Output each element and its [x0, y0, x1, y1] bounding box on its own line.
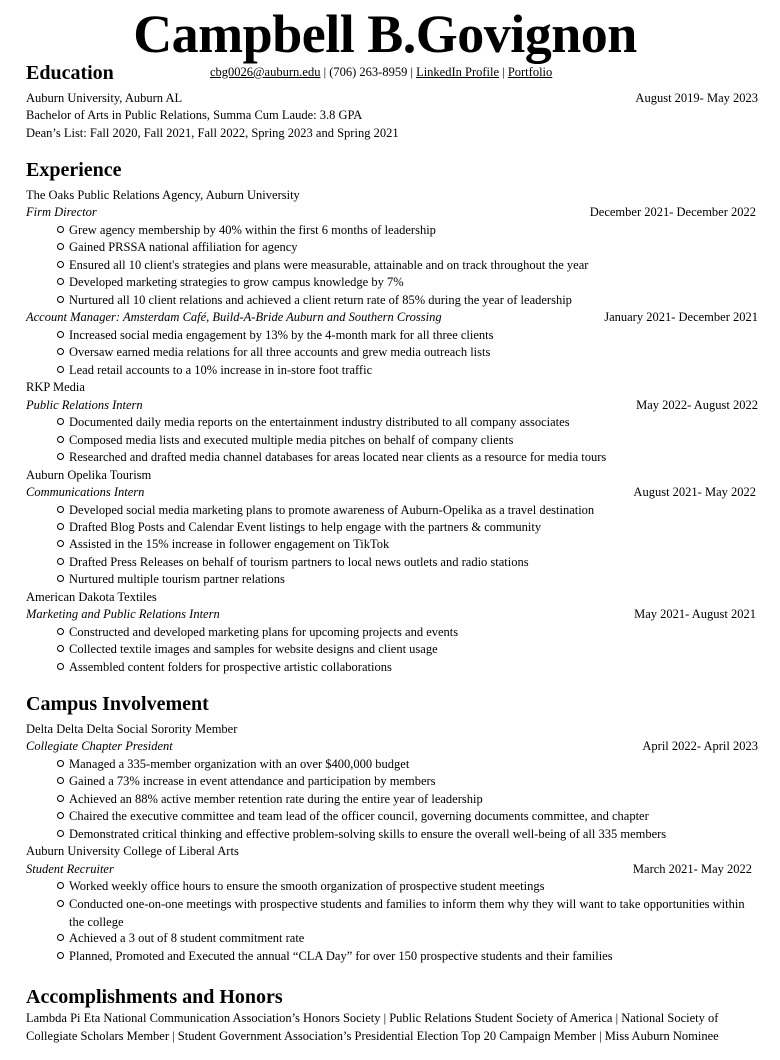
honors-text: Lambda Pi Eta National Communication Association’s Honors Society | Public Relations Student Society of America | National Society of Collegiate Scholars Member | Student Government Association’s Presidential Election Top 20 Campaign Member | Miss Auburn Nominee: [26, 1011, 719, 1043]
org-name: Auburn University College of Liberal Arts: [26, 844, 239, 858]
deans-list: Dean’s List: Fall 2020, Fall 2021, Fall 2022, Spring 2023 and Spring 2021: [26, 126, 399, 140]
role-dates: May 2021- August 2021: [634, 607, 756, 621]
role-title: Firm Director: [26, 205, 97, 219]
role-title: Account Manager: Amsterdam Café, Build-A-Bride Auburn and Southern Crossing: [26, 310, 442, 324]
list-item: Lead retail accounts to a 10% increase in in-store foot traffic: [69, 363, 373, 377]
degree: Bachelor of Arts in Public Relations, Summa Cum Laude: 3.8 GPA: [26, 108, 363, 122]
section-heading-experience: Experience: [26, 159, 122, 181]
list-item: Gained a 73% increase in event attendance and participation by members: [69, 774, 436, 788]
role-title: Student Recruiter: [26, 862, 114, 876]
email-link[interactable]: cbg0026@auburn.edu: [210, 65, 321, 79]
list-item: Researched and drafted media channel databases for areas located near clients as a resource for media tours: [69, 450, 607, 464]
linkedin-link[interactable]: LinkedIn Profile: [416, 65, 500, 79]
list-item: Drafted Blog Posts and Calendar Event listings to help engage with the partners & community: [69, 520, 542, 534]
role-dates: March 2021- May 2022: [632, 862, 752, 876]
list-item: Nurtured all 10 client relations and achieved a client return rate of 85% during the year of leadership: [69, 293, 572, 307]
list-item: Worked weekly office hours to ensure the smooth organization of prospective student meetings: [69, 879, 545, 893]
list-item: Assembled content folders for prospective artistic collaborations: [69, 660, 392, 674]
list-item: Achieved a 3 out of 8 student commitment rate: [69, 931, 305, 945]
role-dates: May 2022- August 2022: [636, 398, 758, 412]
list-item: Developed marketing strategies to grow campus knowledge by 7%: [69, 275, 404, 289]
portfolio-link[interactable]: Portfolio: [507, 65, 553, 79]
list-item: Assisted in the 15% increase in follower engagement on TikTok: [69, 537, 390, 551]
list-item: Achieved an 88% active member retention rate during the entire year of leadership: [69, 792, 483, 806]
list-item: Planned, Promoted and Executed the annual “CLA Day” for over 150 prospective students and their families: [69, 949, 613, 963]
list-item: Drafted Press Releases on behalf of tourism partners to local news outlets and radio stations: [69, 555, 529, 569]
role-title: Public Relations Intern: [26, 398, 143, 412]
contact-line: [210, 64, 552, 80]
section-heading-honors: Accomplishments and Honors: [26, 986, 283, 1008]
school-name: Auburn University, Auburn AL: [26, 91, 183, 105]
list-item: Oversaw earned media relations for all three accounts and grew media outreach lists: [69, 345, 491, 359]
org-name: RKP Media: [26, 380, 85, 394]
education-dates: August 2019- May 2023: [635, 91, 758, 105]
list-item: Composed media lists and executed multiple media pitches on behalf of company clients: [69, 433, 514, 447]
list-item: Collected textile images and samples for website designs and client usage: [69, 642, 438, 656]
list-item: Documented daily media reports on the entertainment industry distributed to all company associates: [69, 415, 570, 429]
resume-name: Campbell B.Govignon: [133, 4, 637, 64]
org-name: American Dakota Textiles: [26, 590, 157, 604]
section-heading-campus: Campus Involvement: [26, 693, 209, 715]
list-item: Grew agency membership by 40% within the first 6 months of leadership: [69, 223, 436, 237]
role-title: Communications Intern: [26, 485, 145, 499]
list-item: Gained PRSSA national affiliation for agency: [69, 240, 298, 254]
list-item: Conducted one-on-one meetings with prospective students and families to inform them why they will want to take opportunities within the college: [69, 896, 759, 931]
org-name: The Oaks Public Relations Agency, Auburn University: [26, 188, 300, 202]
list-item: Nurtured multiple tourism partner relations: [69, 572, 285, 586]
list-item: Demonstrated critical thinking and effective problem-solving skills to ensure the overall well-being of all 335 members: [69, 827, 667, 841]
role-title: Marketing and Public Relations Intern: [26, 607, 220, 621]
role-dates: December 2021- December 2022: [589, 205, 756, 219]
list-item: Developed social media marketing plans to promote awareness of Auburn-Opelika as a travel destination: [69, 503, 595, 517]
list-item: Managed a 335-member organization with an over $400,000 budget: [69, 757, 410, 771]
list-item: Chaired the executive committee and team lead of the officer council, governing documents committee, and chapter: [69, 809, 649, 823]
role-title: Collegiate Chapter President: [26, 739, 173, 753]
role-dates: August 2021- May 2022: [633, 485, 756, 499]
section-heading-education: Education: [26, 62, 114, 84]
separator: |: [499, 65, 508, 79]
list-item: Ensured all 10 client's strategies and plans were measurable, attainable and on track throughout the year: [69, 258, 589, 272]
role-dates: April 2022- April 2023: [642, 739, 758, 753]
org-name: Auburn Opelika Tourism: [26, 468, 152, 482]
role-dates: January 2021- December 2021: [604, 310, 758, 324]
org-name: Delta Delta Delta Social Sorority Member: [26, 722, 238, 736]
list-item: Constructed and developed marketing plans for upcoming projects and events: [69, 625, 459, 639]
list-item: Increased social media engagement by 13% by the 4-month mark for all three clients: [69, 328, 494, 342]
phone-text: | (706) 263-8959 |: [320, 65, 417, 79]
